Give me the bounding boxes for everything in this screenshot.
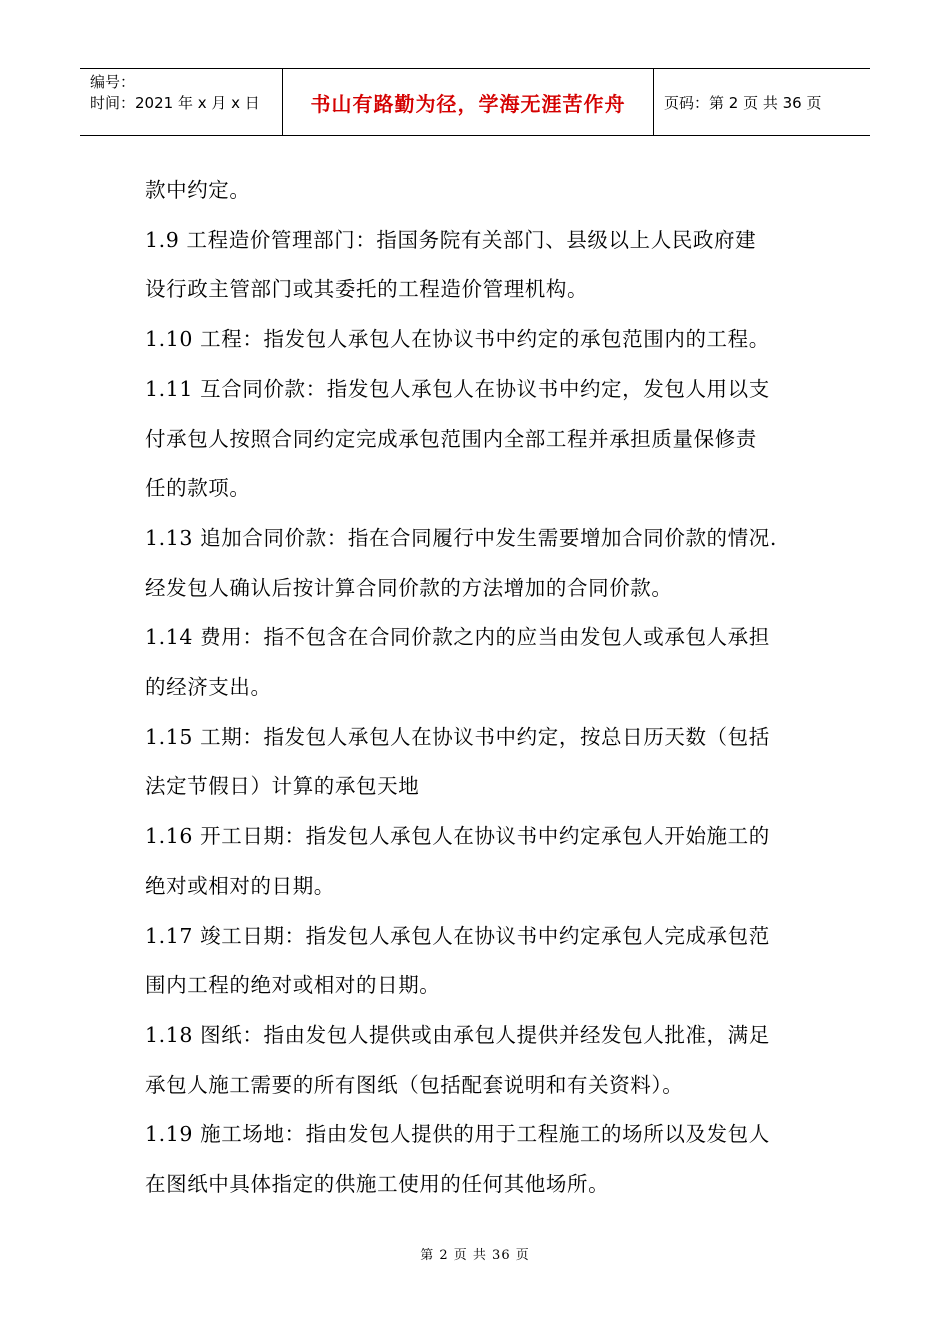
body-line: 付承包人按照合同约定完成承包范围内全部工程并承担质量保修责 [145, 426, 757, 451]
body-line: 1.18 图纸：指由发包人提供或由承包人提供并经发包人批准，满足 [145, 1022, 770, 1047]
page-header [80, 68, 870, 136]
body-line: 1.10 工程：指发包人承包人在协议书中约定的承包范围内的工程。 [145, 327, 770, 352]
body-line: 1.9 工程造价管理部门：指国务院有关部门、县级以上人民政府建 [145, 227, 757, 252]
body-line: 经发包人确认后按计算合同价款的方法增加的合同价款。 [145, 575, 673, 600]
header-page-info: 页码：第 2 页 共 36 页 [664, 93, 822, 112]
page-footer: 第 2 页 共 36 页 [420, 1248, 530, 1263]
body-line: 1.13 追加合同价款：指在合同履行中发生需要增加合同价款的情况. [145, 525, 777, 550]
body-line: 任的款项。 [145, 476, 251, 501]
body-line: 法定节假日）计算的承包天地 [145, 774, 420, 799]
body-line: 1.15 工期：指发包人承包人在协议书中约定，按总日历天数（包括 [145, 724, 770, 749]
header-motto: 书山有路勤为径，学海无涯苦作舟 [282, 69, 654, 135]
body-line: 1.11 互合同价款：指发包人承包人在协议书中约定，发包人用以支 [145, 376, 770, 401]
document-time-label: 时间：2021 年 x 月 x 日 [90, 94, 260, 112]
body-line: 1.14 费用：指不包含在合同价款之内的应当由发包人或承包人承担 [145, 625, 770, 650]
body-line: 承包人施工需要的所有图纸（包括配套说明和有关资料）。 [145, 1072, 684, 1097]
body-line: 款中约定。 [145, 178, 251, 202]
body-line: 的经济支出。 [145, 675, 272, 700]
body-line: 1.19 施工场地：指由发包人提供的用于工程施工的场所以及发包人 [145, 1122, 770, 1147]
document-number-label: 编号： [90, 73, 136, 91]
document-body [145, 166, 825, 1210]
body-line: 1.16 开工日期：指发包人承包人在协议书中约定承包人开始施工的 [145, 824, 770, 849]
header-meta [80, 69, 282, 135]
body-line: 在图纸中具体指定的供施工使用的任何其他场所。 [145, 1172, 610, 1197]
body-line: 绝对或相对的日期。 [145, 873, 335, 898]
body-line: 设行政主管部门或其委托的工程造价管理机构。 [145, 277, 589, 302]
body-line: 围内工程的绝对或相对的日期。 [145, 973, 441, 998]
body-line: 1.17 竣工日期：指发包人承包人在协议书中约定承包人完成承包范 [145, 923, 770, 948]
